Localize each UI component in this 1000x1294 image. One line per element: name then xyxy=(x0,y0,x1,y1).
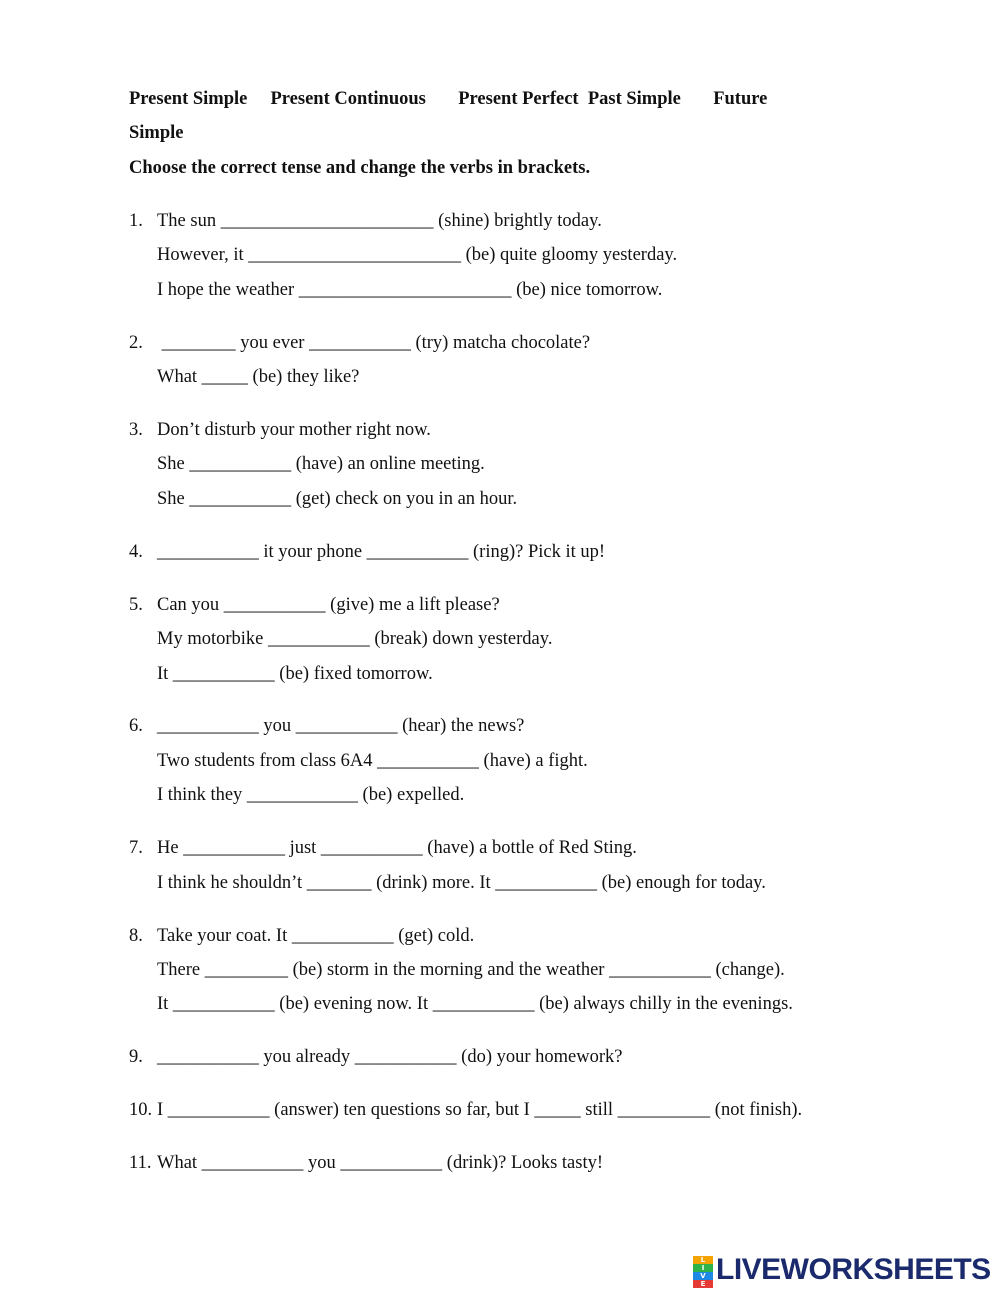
question-number: 7. xyxy=(129,838,143,858)
tenses-line-1: Present Simple Present Continuous Present Perfect Past Simple Future xyxy=(129,89,768,109)
question-number: 4. xyxy=(129,542,143,562)
logo-block: V xyxy=(693,1272,713,1280)
instruction: Choose the correct tense and change the verbs in brackets. xyxy=(129,158,591,178)
question-line: Take your coat. It ___________ (get) cold. xyxy=(157,926,475,946)
question-line: The sun _______________________ (shine) brightly today. xyxy=(157,211,602,231)
question-line: Don’t disturb your mother right now. xyxy=(157,420,431,440)
question-line: I hope the weather _______________________ (be) nice tomorrow. xyxy=(157,280,663,300)
question-number: 2. xyxy=(129,333,143,353)
question-line: ________ you ever ___________ (try) matcha chocolate? xyxy=(157,333,591,353)
question-number: 5. xyxy=(129,595,143,615)
question-line: I think they ____________ (be) expelled. xyxy=(157,785,465,805)
question-line: It ___________ (be) evening now. It ___________ (be) always chilly in the evenings. xyxy=(157,994,793,1014)
logo-text: LIVEWORKSHEETS xyxy=(716,1253,991,1286)
question-line: ___________ you already ___________ (do) your homework? xyxy=(157,1047,623,1067)
question-line: Can you ___________ (give) me a lift please? xyxy=(157,595,500,615)
question-line: It ___________ (be) fixed tomorrow. xyxy=(157,664,433,684)
question-line: However, it _______________________ (be) quite gloomy yesterday. xyxy=(157,245,678,265)
question-line: Two students from class 6A4 ___________ (have) a fight. xyxy=(157,751,588,771)
question-line: She ___________ (get) check on you in an hour. xyxy=(157,489,518,509)
question-number: 6. xyxy=(129,716,143,736)
question-line: There _________ (be) storm in the morning and the weather ___________ (change). xyxy=(157,960,785,980)
liveworksheets-logo[interactable] xyxy=(693,1253,991,1288)
question-line: I ___________ (answer) ten questions so far, but I _____ still __________ (not finish). xyxy=(157,1100,803,1120)
question-line: I think he shouldn’t _______ (drink) more. It ___________ (be) enough for today. xyxy=(157,873,766,893)
question-number: 9. xyxy=(129,1047,143,1067)
tenses-line-2: Simple xyxy=(129,123,184,143)
question-line: ___________ it your phone ___________ (ring)? Pick it up! xyxy=(157,542,606,562)
logo-mark-icon xyxy=(693,1256,713,1288)
logo-block: I xyxy=(693,1264,713,1272)
question-line: She ___________ (have) an online meeting. xyxy=(157,454,485,474)
question-number: 8. xyxy=(129,926,143,946)
question-line: What _____ (be) they like? xyxy=(157,367,360,387)
logo-block: L xyxy=(693,1256,713,1264)
question-number: 11. xyxy=(129,1153,152,1173)
question-number: 3. xyxy=(129,420,143,440)
logo-block: E xyxy=(693,1280,713,1288)
question-line: What ___________ you ___________ (drink)? Looks tasty! xyxy=(157,1153,603,1173)
question-line: My motorbike ___________ (break) down yesterday. xyxy=(157,629,553,649)
question-number: 10. xyxy=(129,1100,153,1120)
question-line: He ___________ just ___________ (have) a bottle of Red Sting. xyxy=(157,838,637,858)
question-number: 1. xyxy=(129,211,143,231)
question-line: ___________ you ___________ (hear) the news? xyxy=(157,716,525,736)
